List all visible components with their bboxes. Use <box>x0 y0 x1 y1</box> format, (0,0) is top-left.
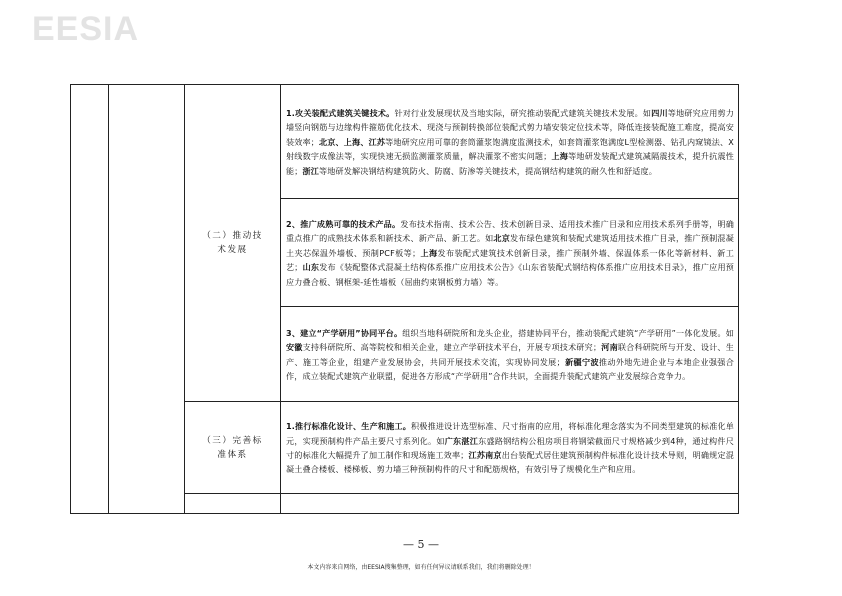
body-text: 等地研究应用剪力墙竖向钢筋与边缘构件箍筋优化技术、现浇与预制转换部位装配式剪力墙安装定位技术等，降低连接装配施工难度，提高安装效率； <box>286 107 735 147</box>
body-text: 发布装配式建筑技术创新目录，推广预制外墙、保温体系一体化等新材料、新工艺； <box>286 247 734 273</box>
highlighted-region: 上海 <box>420 247 438 258</box>
body-text: 东盛路钢结构公租房项目将钢梁截面尺寸规格减少到4种，通过构件尺寸的标准化大幅提升了加工制作和现场施工效率； <box>286 435 734 460</box>
highlighted-region: 广东湛江 <box>444 435 479 446</box>
body-text: 积极推进设计选型标准、尺寸指南的应用，将标准化理念落实为不同类型建筑的标准化单元，实现预制构件产品主要尺寸系列化。如 <box>286 421 735 446</box>
content-paragraph <box>281 104 738 179</box>
highlighted-region: 北京、上海、江苏 <box>319 136 386 147</box>
body-text: 组织当地科研院所和龙头企业，搭建协同平台，推动装配式建筑“产学研用”一体化发展。如 <box>402 327 734 338</box>
content-cell <box>281 402 739 494</box>
item-heading: 3、建立“产学研用”协同平台。 <box>286 327 403 338</box>
body-text: 支持科研院所、高等院校和相关企业，建立产学研技术平台，开展专项技术研究； <box>302 342 602 353</box>
content-paragraph <box>281 215 738 290</box>
body-text: 出台装配式居住建筑预制构件标准化设计技术导则，明确规定混凝土叠合楼板、楼梯板、剪力墙三种预制构件的尺寸和配筋规格，有效引导了规模化生产和应用。 <box>286 450 734 475</box>
item-heading: 2、推广成熟可靠的技术产品。 <box>286 218 401 229</box>
content-cell <box>281 85 739 199</box>
outer-blank-cell <box>109 85 185 514</box>
body-text: 发布《装配整体式混凝土结构体系推广应用技术公告》《山东省装配式钢结构体系推广应用技术目录》，推广应用预应力叠合板、钢框架-延性墙板（屈曲约束钢板剪力墙）等。 <box>286 262 734 287</box>
page-number: — 5 — <box>403 538 439 551</box>
highlighted-region: 浙江 <box>302 165 319 176</box>
empty-cell <box>185 494 281 514</box>
body-text: 针对行业发展现状及当地实际，研究推动装配式建筑关键技术发展。如 <box>394 107 652 118</box>
eesia-logo: EESIA <box>32 10 140 48</box>
item-body <box>286 108 734 176</box>
category-label: （二）推动技术发展 <box>202 231 263 255</box>
item-heading: 1.攻关装配式建筑关键技术。 <box>286 107 395 118</box>
table-row <box>71 85 739 199</box>
content-cell <box>281 307 739 402</box>
highlighted-region: 安徽 <box>286 342 303 353</box>
body-text: 发布绿色建筑和装配式建筑适用技术推广目录，推广预制混凝土夹芯保温外墙板、预制PCF板等； <box>286 233 734 258</box>
body-text: 联合科研院所与开发、设计、生产、施工等企业，组建产业发展协会，共同开展技术交流，实现协同发展； <box>286 342 734 367</box>
highlighted-region: 山东 <box>302 262 320 273</box>
highlighted-region: 江苏南京 <box>468 450 502 460</box>
category-cell <box>185 402 281 494</box>
highlighted-region: 北京 <box>493 233 511 244</box>
body-text: 等地研究应用可靠的套筒灌浆饱满度监测技术，如套筒灌浆饱满度L型检测器、钻孔内窥镜法、X射线数字成像法等，实现快速无损监测灌浆质量，解决灌浆不密实问题； <box>286 136 734 162</box>
content-paragraph <box>281 417 738 478</box>
highlighted-region: 新疆宁波 <box>564 356 599 367</box>
content-cell <box>281 199 739 307</box>
body-text: 推动外地先进企业与本地企业强强合作，成立装配式建筑产业联盟，促进各方形成“产学研用”合作共识，全面提升装配式建筑产业发展综合竞争力。 <box>286 356 734 381</box>
empty-cell <box>281 494 739 514</box>
outer-blank-cell <box>71 85 109 514</box>
content-paragraph <box>281 324 738 385</box>
item-heading: 1.推行标准化设计、生产和施工。 <box>286 421 412 432</box>
footer-notice: 本文内容来自网络，由EESIA搜集整理，如有任何异议请联系我们，我们将删除处理！ <box>307 564 535 571</box>
body-text: 等地研发装配式建筑减隔震技术，提升抗震性能； <box>286 151 734 176</box>
body-text: 等地研发解决钢结构建筑防火、防腐、防渗等关键技术，提高钢结构建筑的耐久性和舒适度。 <box>319 165 657 176</box>
body-text: 发布技术指南、技术公告、技术创新目录、适用技术推广目录和应用技术系列手册等，明确重点推广的成熟技术体系和新技术、新产品、新工艺。如 <box>286 218 734 244</box>
category-cell <box>185 85 281 402</box>
item-body <box>286 219 734 287</box>
highlighted-region: 四川 <box>651 107 668 118</box>
highlighted-region: 上海 <box>551 151 569 162</box>
policy-table <box>70 84 739 514</box>
highlighted-region: 河南 <box>601 342 618 353</box>
category-label: （三）完善标准体系 <box>202 435 263 460</box>
